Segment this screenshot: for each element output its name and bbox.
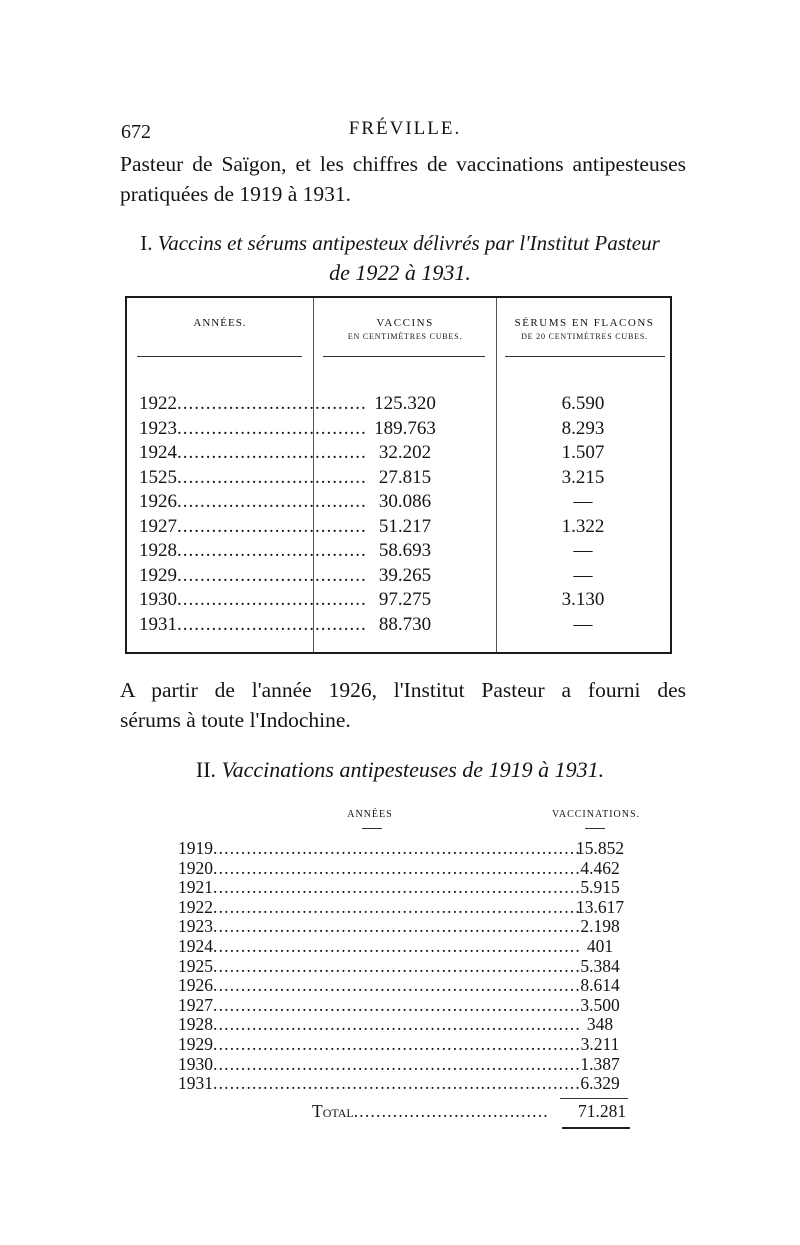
page-number: 672	[121, 121, 151, 143]
year-cell	[139, 564, 367, 587]
leader-dots: ..................................................................	[213, 1053, 581, 1074]
leader-dots: .................................	[177, 466, 367, 488]
year-label: 1925	[178, 955, 213, 976]
year-cell	[139, 613, 367, 636]
year-label: 1919	[178, 838, 213, 858]
table-row	[178, 838, 648, 858]
leader-dots: ..................................................................	[213, 955, 581, 976]
year-cell	[139, 540, 367, 562]
leader-dots: ..................................................................	[213, 1033, 581, 1054]
table2-caption	[100, 755, 700, 785]
leader-dots: ..................................................................	[213, 1014, 581, 1035]
leader-dots: ..................................................................	[213, 857, 581, 878]
year-label: 1923	[178, 916, 213, 937]
intro-paragraph	[120, 149, 686, 209]
year-label: 1928	[139, 540, 177, 561]
header-serums	[497, 316, 672, 344]
year-label: 1525	[139, 466, 177, 488]
year-cell	[178, 857, 581, 879]
leader-dots: .................................	[177, 417, 367, 439]
vaccins-cell: 125.320	[374, 393, 436, 414]
leader-dots: ..................................................................	[213, 994, 581, 1015]
vaccinations-cell: 3.211	[580, 1033, 620, 1054]
year-label: 1929	[139, 564, 177, 586]
table1-caption	[100, 228, 700, 288]
year-label: 1923	[139, 417, 177, 439]
table2-caption-text: Vaccinations antipesteuses de 1919 à 1931.	[221, 757, 605, 782]
table-row	[178, 1073, 648, 1093]
year-cell	[139, 417, 367, 440]
vaccins-cell: 189.763	[374, 417, 436, 439]
header-rule	[505, 356, 665, 357]
table-row	[178, 936, 648, 956]
vaccinations-cell: 5.915	[580, 877, 620, 898]
year-cell	[178, 1053, 581, 1075]
between-line-1: A partir de l'année 1926, l'Institut Pasteur a fourni des	[120, 678, 686, 702]
table-row	[127, 393, 669, 418]
leader-dots: ..................................................................	[213, 896, 581, 917]
vaccinations-cell: 15.852	[575, 838, 625, 858]
vaccinations-cell: 5.384	[580, 955, 620, 976]
year-cell	[178, 877, 581, 898]
header-rule	[323, 356, 485, 357]
vaccinations-cell: 348	[586, 1014, 614, 1035]
serums-cell: —	[573, 564, 593, 586]
table2-total-row	[312, 1101, 652, 1125]
vaccinations-cell: 2.198	[580, 916, 620, 937]
year-label: 1924	[178, 935, 213, 956]
header-vaccins	[314, 316, 496, 344]
total-underline	[562, 1127, 630, 1129]
year-label: 1924	[139, 442, 177, 463]
year-label: 1922	[178, 896, 213, 917]
vaccins-cell: 88.730	[378, 613, 432, 635]
leader-dots: ..................................................................	[213, 935, 581, 956]
table-row	[127, 589, 669, 614]
vaccinations-cell: 6.329	[580, 1073, 620, 1094]
leader-dots: ..................................................................	[213, 877, 581, 898]
table1-caption-number: I.	[140, 231, 153, 255]
table-row	[127, 614, 669, 639]
table-vaccins-serums	[125, 296, 672, 654]
vaccinations-cell: 1.387	[580, 1053, 620, 1074]
year-cell	[178, 1073, 581, 1094]
table-row	[178, 1054, 648, 1074]
leader-dots: .................................	[177, 393, 367, 414]
year-cell	[139, 442, 367, 464]
leader-dots: .................................	[177, 589, 367, 610]
year-label: 1927	[139, 515, 177, 537]
table-row	[127, 467, 669, 492]
leader-dots: ..................................................................	[213, 1073, 581, 1094]
header-dash	[585, 828, 605, 829]
year-label: 1930	[178, 1053, 213, 1074]
table1-body	[127, 393, 669, 638]
leader-dots: .................................	[177, 564, 367, 586]
year-cell	[139, 393, 367, 415]
table2-caption-number: II.	[195, 757, 217, 782]
header-vaccins-title: VACCINS	[376, 317, 434, 329]
header-years: ANNÉES.	[193, 317, 247, 329]
year-cell	[178, 838, 581, 859]
leader-dots: ..................................................................	[213, 975, 581, 996]
running-head: FRÉVILLE.	[348, 118, 462, 139]
table-row	[178, 877, 648, 897]
year-label: 1929	[178, 1033, 213, 1054]
vaccinations-cell: 3.500	[580, 994, 620, 1015]
table2-header-vaccinations: VACCINATIONS.	[551, 809, 641, 820]
year-cell	[139, 466, 367, 489]
total-rule	[560, 1098, 628, 1099]
table-row	[127, 491, 669, 516]
leader-dots: ...................................	[353, 1101, 549, 1121]
year-cell	[178, 994, 581, 1016]
leader-dots: .................................	[177, 515, 367, 537]
vaccins-cell: 27.815	[378, 466, 432, 488]
intro-line-1: Pasteur de Saïgon, et les chiffres de vaccinations antipesteuses	[120, 152, 686, 176]
year-cell	[139, 491, 367, 513]
table-row	[178, 995, 648, 1015]
table1-caption-line-1: Vaccins et sérums antipesteux délivrés par l'Institut Pasteur	[157, 231, 660, 255]
vaccins-cell: 30.086	[378, 491, 432, 512]
table-row	[178, 897, 648, 917]
vaccinations-cell: 8.614	[580, 975, 620, 996]
header-rule	[137, 356, 302, 357]
table-row	[178, 1014, 648, 1034]
year-label: 1926	[139, 491, 177, 512]
year-label: 1931	[139, 613, 177, 635]
table1-caption-line-2: de 1922 à 1931.	[329, 260, 471, 285]
serums-cell: 1.507	[561, 442, 605, 463]
table2-header-years: ANNÉES	[347, 809, 393, 820]
header-serums-title: SÉRUMS EN FLACONS	[514, 317, 655, 329]
table-row	[178, 1034, 648, 1054]
leader-dots: ..................................................................	[213, 916, 581, 937]
vaccinations-cell: 13.617	[575, 896, 625, 917]
table-row	[127, 418, 669, 443]
year-label: 1920	[178, 857, 213, 878]
leader-dots: .................................	[177, 613, 367, 635]
vaccinations-cell: 401	[586, 935, 614, 956]
year-cell	[178, 916, 581, 937]
serums-cell: 3.215	[561, 466, 605, 488]
vaccinations-cell: 4.462	[580, 857, 620, 878]
year-label: 1921	[178, 877, 213, 898]
vaccins-cell: 32.202	[378, 442, 432, 463]
total-label: Total	[312, 1101, 354, 1121]
total-value: 71.281	[577, 1101, 627, 1121]
table-row	[178, 956, 648, 976]
leader-dots: .................................	[177, 540, 367, 561]
intro-line-2: pratiquées de 1919 à 1931.	[120, 182, 352, 206]
serums-cell: 1.322	[561, 515, 605, 537]
table-row	[127, 516, 669, 541]
vaccins-cell: 58.693	[378, 540, 432, 561]
year-cell	[178, 955, 581, 977]
serums-cell: —	[573, 613, 593, 635]
year-cell	[178, 975, 581, 996]
year-label: 1928	[178, 1014, 213, 1035]
leader-dots: ..................................................................	[213, 838, 581, 858]
leader-dots: .................................	[177, 442, 367, 463]
table-row	[127, 442, 669, 467]
table-row	[178, 858, 648, 878]
year-cell	[139, 515, 367, 538]
serums-cell: 6.590	[561, 393, 605, 414]
table-row	[127, 565, 669, 590]
year-label: 1926	[178, 975, 213, 996]
year-label: 1931	[178, 1073, 213, 1094]
year-cell	[178, 935, 581, 957]
header-vaccins-unit: EN CENTIMÈTRES CUBES.	[347, 332, 463, 341]
table-row	[127, 540, 669, 565]
header-serums-unit: DE 20 CENTIMÈTRES CUBES.	[521, 332, 648, 341]
between-line-2: sérums à toute l'Indochine.	[120, 708, 351, 732]
serums-cell: 8.293	[561, 417, 605, 439]
table2-body	[178, 838, 648, 1093]
year-cell	[178, 1014, 581, 1035]
serums-cell: —	[573, 491, 593, 512]
total-label-cell	[312, 1101, 552, 1122]
between-paragraph	[120, 675, 686, 735]
year-label: 1927	[178, 994, 213, 1015]
leader-dots: .................................	[177, 491, 367, 512]
vaccins-cell: 51.217	[378, 515, 432, 537]
year-cell	[178, 896, 581, 918]
year-cell	[178, 1033, 581, 1055]
vaccins-cell: 39.265	[378, 564, 432, 586]
year-label: 1922	[139, 393, 177, 414]
vaccins-cell: 97.275	[378, 589, 432, 610]
table-row	[178, 975, 648, 995]
year-cell	[139, 589, 367, 611]
table-row	[178, 916, 648, 936]
year-label: 1930	[139, 589, 177, 610]
header-dash	[362, 828, 382, 829]
serums-cell: 3.130	[561, 589, 605, 610]
serums-cell: —	[573, 540, 593, 561]
